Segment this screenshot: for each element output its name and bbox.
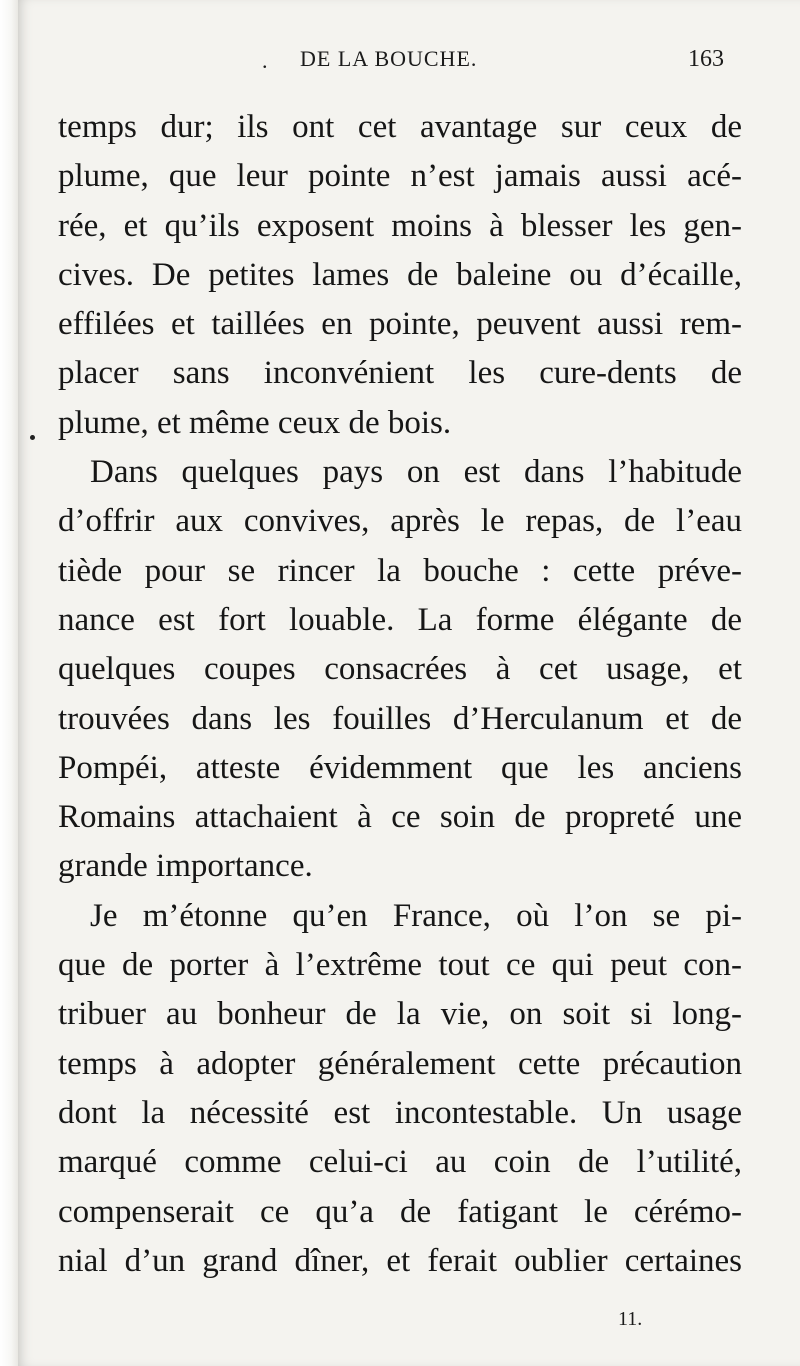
signature-mark: 11. <box>618 1308 643 1330</box>
body-text <box>58 103 742 1286</box>
text-line: nial d’un grand dîner, et ferait oublier certaines <box>58 1242 742 1279</box>
page-number: 163 <box>688 46 724 72</box>
text-line: effilées et taillées en pointe, peuvent aussi rem- <box>58 306 742 343</box>
running-head <box>0 42 800 82</box>
text-line: Romains attachaient à ce soin de propreté une <box>58 799 742 836</box>
text-line: plume, et même ceux de bois. <box>58 404 452 441</box>
page-edge <box>0 0 18 1366</box>
text-line: quelques coupes consacrées à cet usage, et <box>58 651 742 688</box>
text-line: Dans quelques pays on est dans l’habitude <box>90 454 742 491</box>
text-line: trouvées dans les fouilles d’Herculanum et de <box>58 700 742 737</box>
text-line: temps dur; ils ont cet avantage sur ceux de <box>58 109 742 145</box>
text-line: rée, et qu’ils exposent moins à blesser les gen- <box>58 207 742 244</box>
text-line: tiède pour se rincer la bouche : cette préve- <box>58 552 742 589</box>
text-line: compenserait ce qu’a de fatigant le cérémo- <box>58 1193 742 1230</box>
text-line: marqué comme celui-ci au coin de l’utilité, <box>58 1144 742 1181</box>
text-line: tribuer au bonheur de la vie, on soit si long- <box>58 996 742 1033</box>
running-head-title: DE LA BOUCHE. <box>300 46 478 71</box>
text-line: que de porter à l’extrême tout ce qui peut con- <box>58 947 742 984</box>
text-line: cives. De petites lames de baleine ou d’écaille, <box>58 256 742 293</box>
stray-ink-mark <box>30 435 35 440</box>
text-line: nance est fort louable. La forme élégante de <box>58 601 742 638</box>
running-head-dot: . <box>262 48 268 73</box>
text-line: dont la nécessité est incontestable. Un usage <box>58 1094 742 1131</box>
text-line: plume, que leur pointe n’est jamais aussi acé- <box>58 158 742 195</box>
text-line: placer sans inconvénient les cure-dents de <box>58 355 742 392</box>
text-line: temps à adopter généralement cette précaution <box>58 1045 742 1082</box>
text-line: Pompéi, atteste évidemment que les anciens <box>58 749 742 786</box>
text-line: grande importance. <box>58 848 313 885</box>
text-line: d’offrir aux convives, après le repas, de l’eau <box>58 503 742 540</box>
text-line: Je m’étonne qu’en France, où l’on se pi- <box>90 897 742 934</box>
